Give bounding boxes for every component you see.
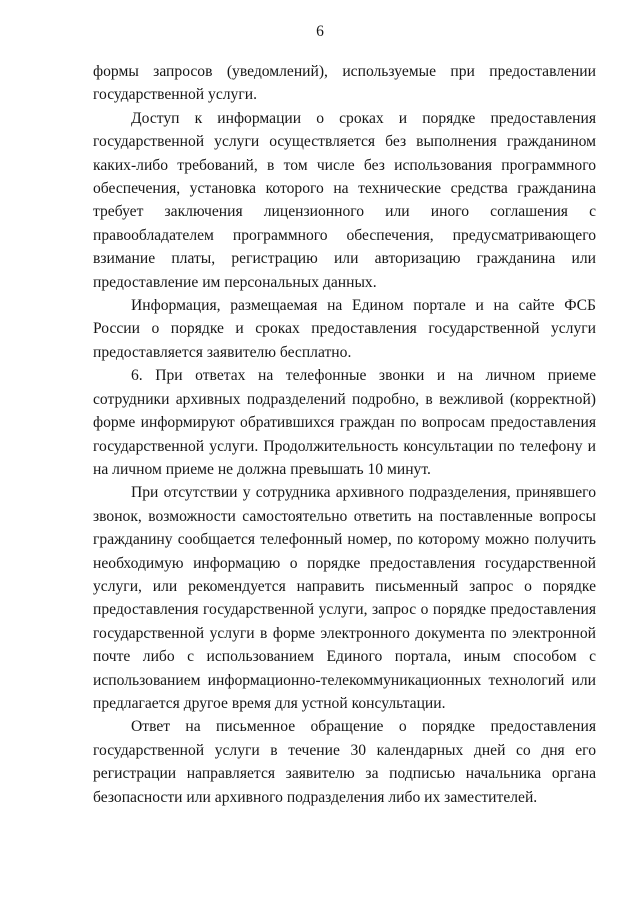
page-number: 6 (316, 23, 324, 40)
paragraph-written-reply: Ответ на письменное обращение о порядке предоставления государственной услуги в течение 30 календарных дней со дня его регистрации направляется заявителю за подписью начальника органа безопасности или архивного подразделения либо их заместителей. (93, 718, 596, 806)
paragraph-portal-info: Информация, размещаемая на Едином портале и на сайте ФСБ России о порядке и сроках предоставления государственной услуги предоставляется заявителю бесплатно. (93, 297, 596, 361)
paragraph-continued: формы запросов (уведомлений), используемые при предоставлении государственной услуги. (93, 63, 596, 104)
paragraph-item-6: 6. При ответах на телефонные звонки и на личном приеме сотрудники архивных подразделений подробно, в вежливой (корректной) форме информируют обратившихся граждан по вопросам предоставления государственной услуги. Продолжительность консультации по телефону и на личном приеме не должна превышать 10 минут. (93, 367, 596, 478)
paragraph-no-answer: При отсутствии у сотрудника архивного подразделения, принявшего звонок, возможности самостоятельно ответить на поставленные вопросы гражданину сообщается телефонный номер, по которому можно получить необходимую информацию о порядке предоставления государственной услуги, или рекомендуется направить письменный запрос о порядке предоставления государственной услуги, запрос о порядке предоставления государственной услуги в форме электронного документа по электронной почте либо с использованием Единого портала, иным способом с использованием информационно-телекоммуникационных технологий или предлагается другое время для устной консультации. (93, 484, 596, 712)
paragraph-access-info: Доступ к информации о сроках и порядке предоставления государственной услуги осуществляется без выполнения гражданином каких-либо требований, в том числе без использования программного обеспечения, установка которого на технические средства гражданина требует заключения лицензионного или иного соглашения с правообладателем программного обеспечения, предусматривающего взимание платы, регистрацию или авторизацию гражданина или предоставление им персональных данных. (93, 109, 596, 291)
document-body (93, 60, 596, 809)
